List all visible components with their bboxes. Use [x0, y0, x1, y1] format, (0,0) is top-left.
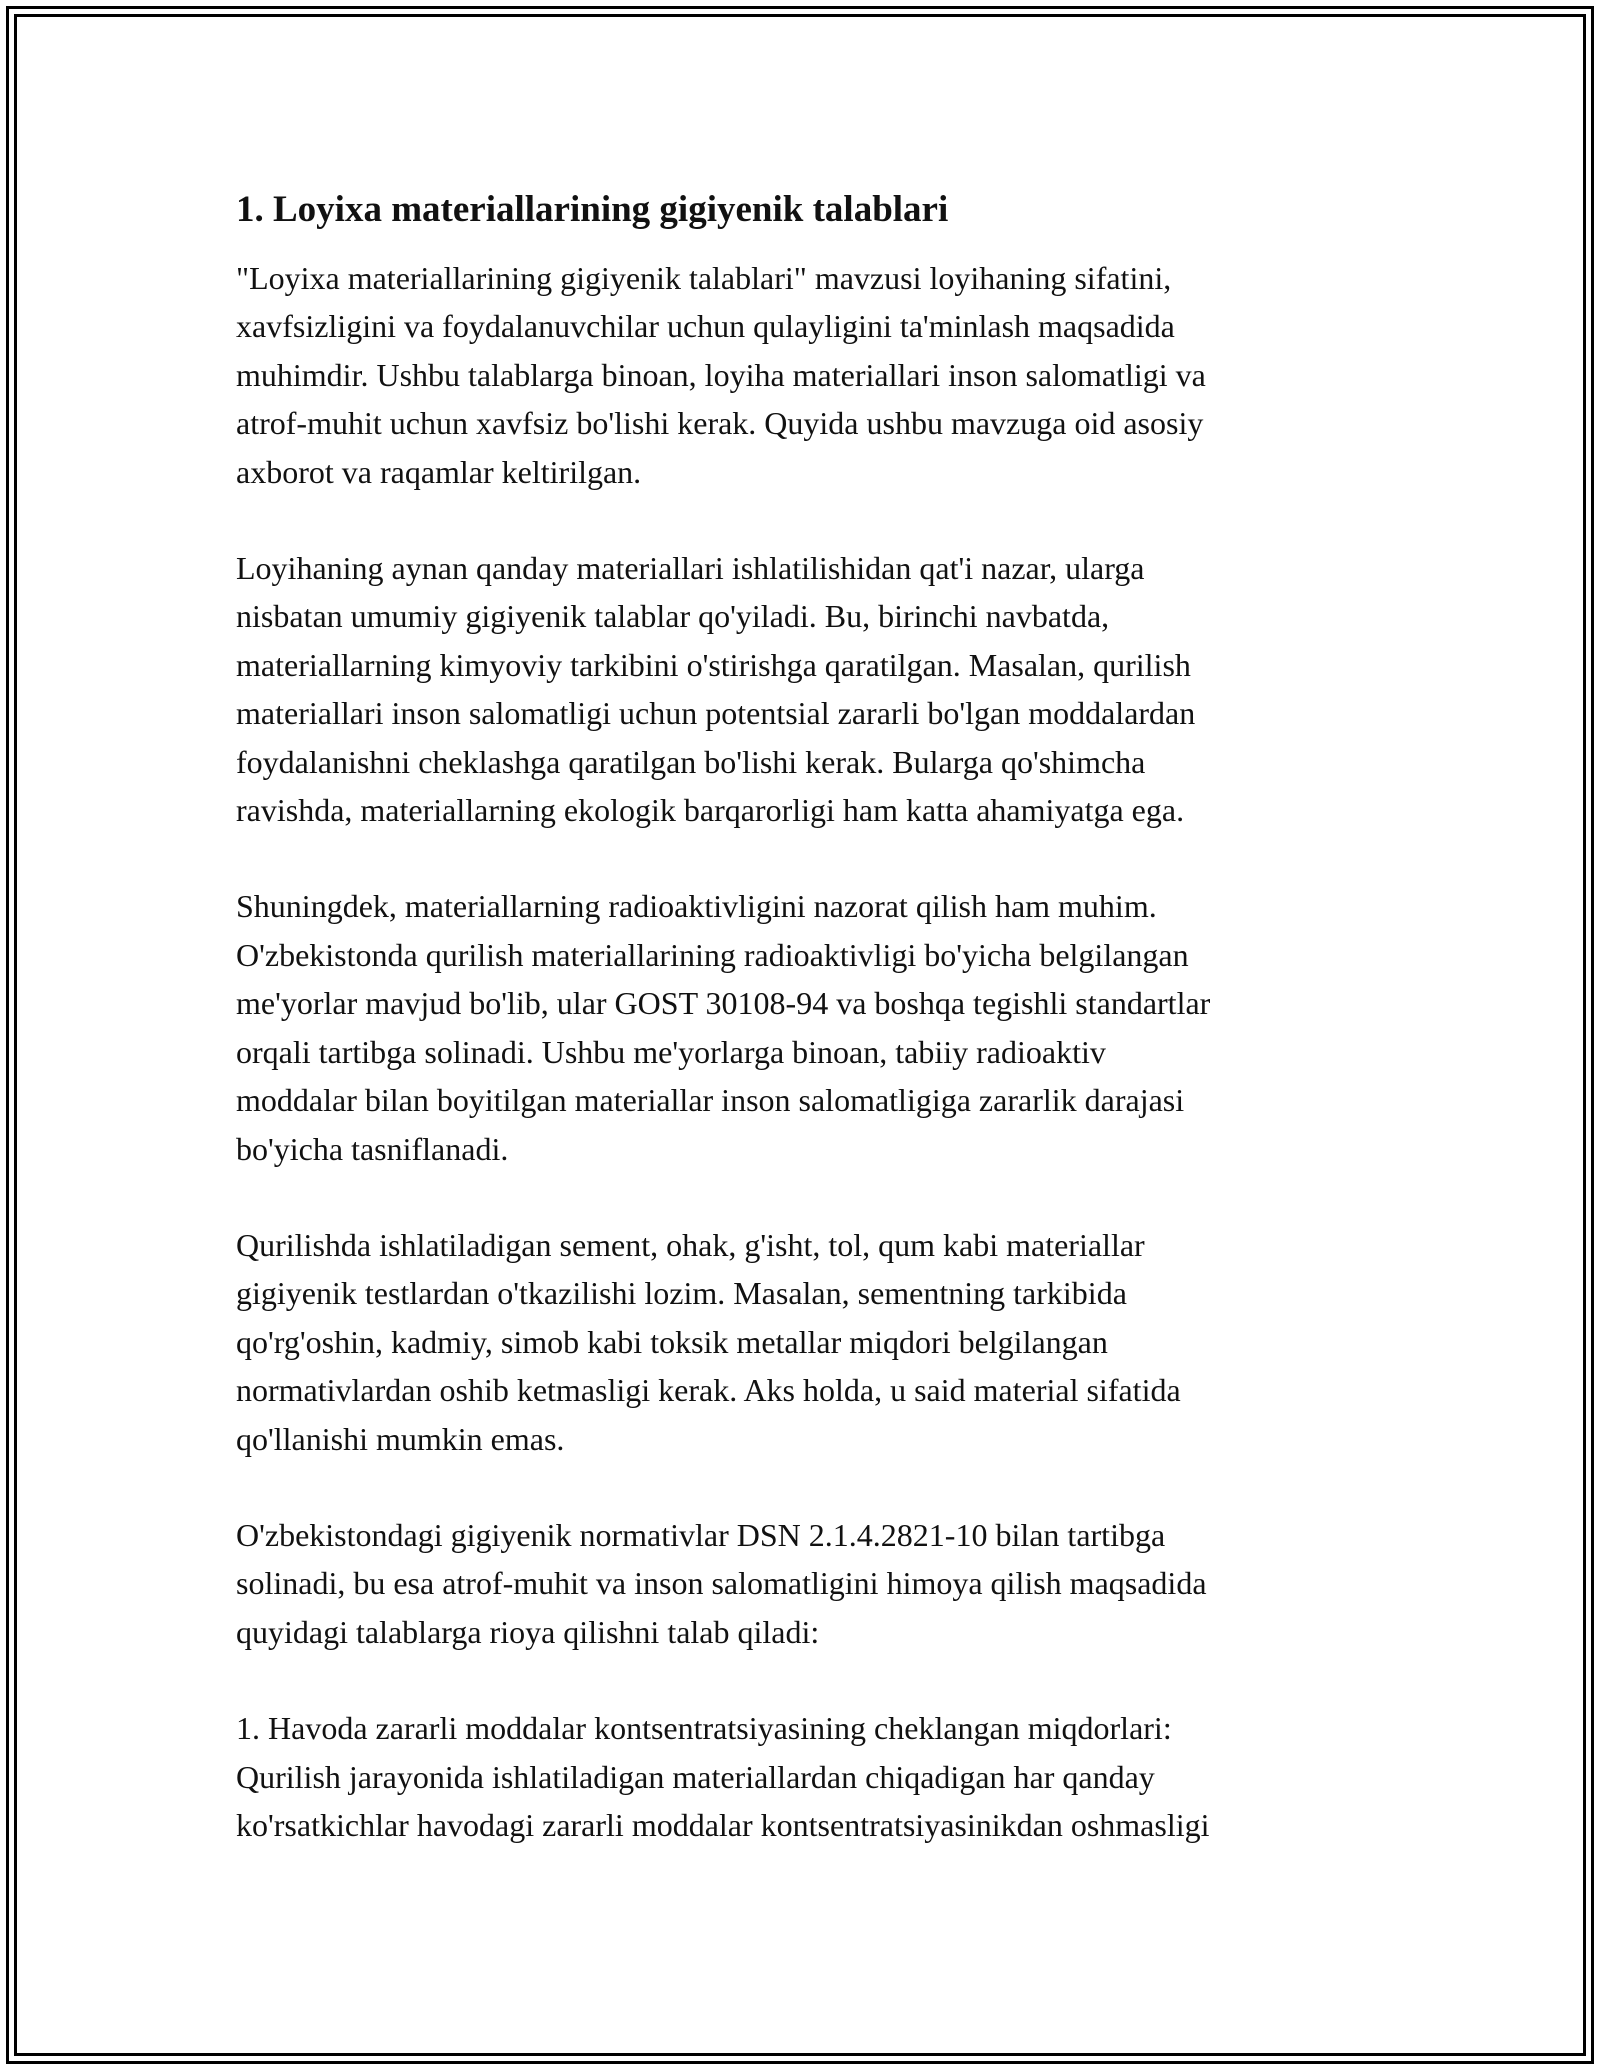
text-line: O'zbekistondagi gigiyenik normativlar DSN 2.1.4.2821-10 bilan tartibga	[236, 1516, 1166, 1553]
paragraph-intro	[236, 254, 1376, 496]
text-line: me'yorlar mavjud bo'lib, ular GOST 30108-94 va boshqa tegishli standartlar	[236, 985, 1211, 1022]
text-line: orqali tartibga solinadi. Ushbu me'yorlarga binoan, tabiiy radioaktiv	[236, 1033, 1106, 1070]
text-line: Qurilish jarayonida ishlatiladigan materiallardan chiqadigan har qanday	[236, 1758, 1155, 1795]
text-line: materiallarning kimyoviy tarkibini o'stirishga qaratilgan. Masalan, qurilish	[236, 646, 1191, 683]
text-line: ko'rsatkichlar havodagi zararli moddalar kontsentratsiyasinikdan oshmasligi	[236, 1806, 1210, 1843]
text-line: qo'llanishi mumkin emas.	[236, 1420, 565, 1457]
text-line: "Loyixa materiallarining gigiyenik talablari" mavzusi loyihaning sifatini,	[236, 260, 1172, 296]
text-line: O'zbekistonda qurilish materiallarining radioaktivligi bo'yicha belgilangan	[236, 936, 1189, 973]
text-line: muhimdir. Ushbu talablarga binoan, loyiha materiallari inson salomatligi va	[236, 356, 1206, 393]
text-line: Shuningdek, materiallarning radioaktivligini nazorat qilish ham muhim.	[236, 888, 1157, 925]
text-line: Loyihaning aynan qanday materiallari ishlatilishidan qat'i nazar, ularga	[236, 550, 1145, 587]
paragraph-list-item-1	[236, 1704, 1376, 1849]
paragraph-general-requirements	[236, 544, 1376, 834]
text-line: materiallari inson salomatligi uchun potentsial zararli bo'lgan moddalardan	[236, 695, 1196, 732]
text-line: gigiyenik testlardan o'tkazilishi lozim. Masalan, sementning tarkibida	[236, 1275, 1127, 1312]
text-line: quyidagi talablarga rioya qilishni talab qiladi:	[236, 1613, 820, 1650]
text-line: moddalar bilan boyitilgan materiallar inson salomatligiga zararlik darajasi	[236, 1082, 1185, 1119]
text-line: axborot va raqamlar keltirilgan.	[236, 453, 642, 490]
document-body	[236, 186, 1376, 1897]
text-line: atrof-muhit uchun xavfsiz bo'lishi kerak. Quyida ushbu mavzuga oid asosiy	[236, 405, 1204, 442]
text-line: qo'rg'oshin, kadmiy, simob kabi toksik metallar miqdori belgilangan	[236, 1323, 1108, 1360]
paragraph-radioactivity	[236, 882, 1376, 1172]
text-line: xavfsizligini va foydalanuvchilar uchun qulayligini ta'minlash maqsadida	[236, 308, 1175, 345]
paragraph-normatives	[236, 1511, 1376, 1656]
text-line: 1. Havoda zararli moddalar kontsentratsiyasining cheklangan miqdorlari:	[236, 1710, 1172, 1747]
text-line: Qurilishda ishlatiladigan sement, ohak, g'isht, tol, qum kabi materiallar	[236, 1226, 1145, 1263]
text-line: nisbatan umumiy gigiyenik talablar qo'yiladi. Bu, birinchi navbatda,	[236, 598, 1110, 635]
text-line: solinadi, bu esa atrof-muhit va inson salomatligini himoya qilish maqsadida	[236, 1565, 1207, 1602]
text-line: ravishda, materiallarning ekologik barqarorligi ham katta ahamiyatga ega.	[236, 792, 1185, 829]
text-line: bo'yicha tasniflanadi.	[236, 1130, 509, 1167]
paragraph-materials-testing	[236, 1221, 1376, 1463]
section-heading: 1. Loyixa materiallarining gigiyenik talablari	[236, 189, 949, 230]
text-line: normativlardan oshib ketmasligi kerak. Aks holda, u said material sifatida	[236, 1372, 1181, 1409]
text-line: foydalanishni cheklashga qaratilgan bo'lishi kerak. Bularga qo'shimcha	[236, 743, 1146, 780]
